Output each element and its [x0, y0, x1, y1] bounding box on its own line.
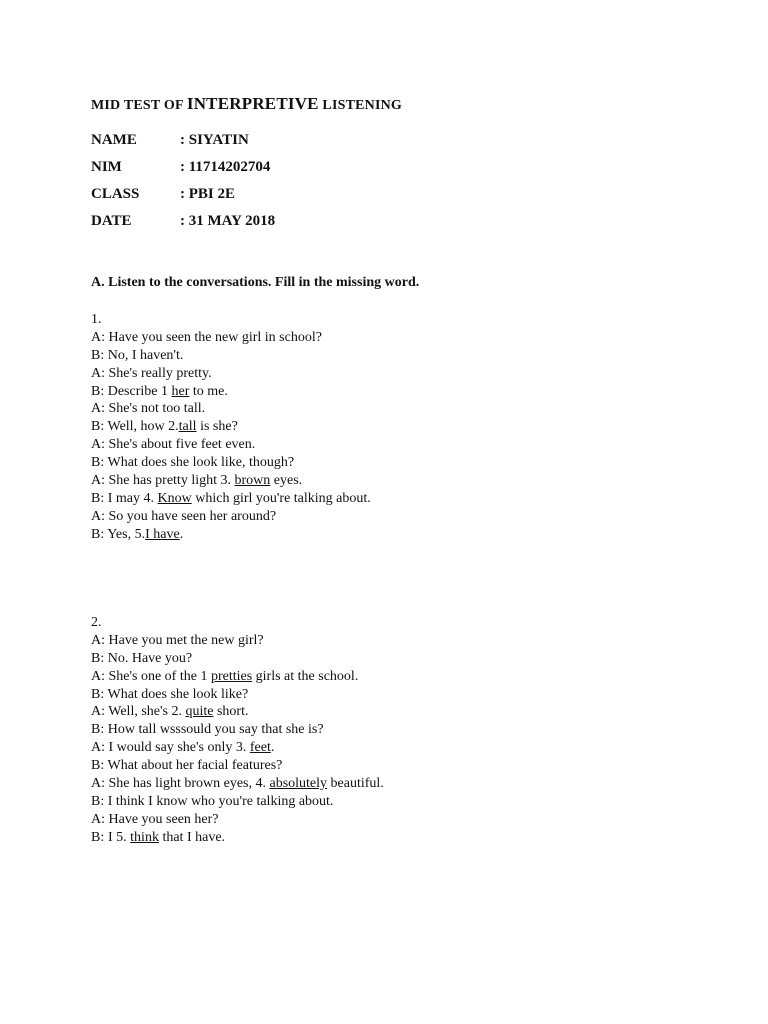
answer-blank: her: [171, 383, 190, 399]
page-title: [91, 94, 402, 114]
dialog-line: A: So you have seen her around?: [91, 508, 277, 524]
info-label: NAME: [91, 132, 137, 148]
title-part-1: MID TEST OF: [91, 98, 187, 113]
dialog-1: [91, 311, 371, 544]
dialog-number: 1.: [91, 312, 102, 327]
answer-blank: pretties: [210, 668, 253, 684]
info-row-name: [91, 132, 249, 149]
info-value: : 11714202704: [180, 159, 271, 175]
dialog-line: A: She's one of the 1 pretties girls at the school.: [91, 668, 359, 684]
answer-blank: tall: [178, 419, 197, 435]
dialog-line: A: She's not too tall.: [91, 401, 206, 417]
dialog-line: A: She has pretty light 3. brown eyes.: [91, 473, 303, 489]
dialog-2: [91, 614, 384, 847]
info-value: : SIYATIN: [180, 132, 249, 148]
dialog-line: A: Have you met the new girl?: [91, 632, 264, 648]
answer-blank: brown: [234, 473, 271, 489]
title-part-3: LISTENING: [318, 98, 403, 113]
dialog-line: B: I think I know who you're talking about.: [91, 793, 334, 809]
dialog-line: B: No, I haven't.: [91, 347, 184, 363]
dialog-line: B: What does she look like, though?: [91, 455, 295, 471]
info-label: DATE: [91, 213, 132, 229]
info-row-class: [91, 186, 235, 203]
dialog-line: A: She has light brown eyes, 4. absolutely beautiful.: [91, 776, 384, 792]
instruction: A. Listen to the conversations. Fill in the missing word.: [91, 275, 420, 290]
dialog-line: B: I may 4. Know which girl you're talking about.: [91, 490, 371, 506]
title-part-2: INTERPRETIVE: [186, 94, 319, 113]
info-label: NIM: [91, 159, 122, 175]
dialog-line: A: Well, she's 2. quite short.: [91, 704, 249, 720]
answer-blank: feet: [249, 740, 271, 756]
dialog-line: B: I 5. think that I have.: [91, 829, 226, 845]
answer-blank: think: [130, 829, 159, 845]
dialog-line: A: I would say she's only 3. feet.: [91, 740, 275, 756]
info-value: : PBI 2E: [180, 186, 236, 202]
dialog-line: B: What about her facial features?: [91, 758, 283, 774]
dialog-line: B: No. Have you?: [91, 650, 193, 666]
dialog-line: A: She's really pretty.: [91, 365, 212, 381]
answer-blank: Know: [157, 490, 192, 506]
answer-blank: quite: [185, 704, 214, 720]
info-value: : 31 MAY 2018: [180, 213, 276, 229]
dialog-line: B: What does she look like?: [91, 686, 249, 702]
dialog-line: A: She's about five feet even.: [91, 437, 256, 453]
info-row-nim: [91, 159, 270, 176]
info-row-date: [91, 213, 275, 230]
dialog-line: B: Well, how 2.tall is she?: [91, 419, 238, 435]
dialog-line: A: Have you seen the new girl in school?: [91, 329, 322, 345]
dialog-line: A: Have you seen her?: [91, 811, 219, 827]
dialog-line: B: How tall wsssould you say that she is?: [91, 722, 324, 738]
answer-blank: I have: [145, 526, 180, 542]
dialog-line: B: Describe 1 her to me.: [91, 383, 228, 399]
dialog-line: B: Yes, 5.I have.: [91, 526, 184, 542]
dialog-number: 2.: [91, 615, 102, 630]
answer-blank: absolutely: [269, 776, 328, 792]
info-label: CLASS: [91, 186, 140, 202]
